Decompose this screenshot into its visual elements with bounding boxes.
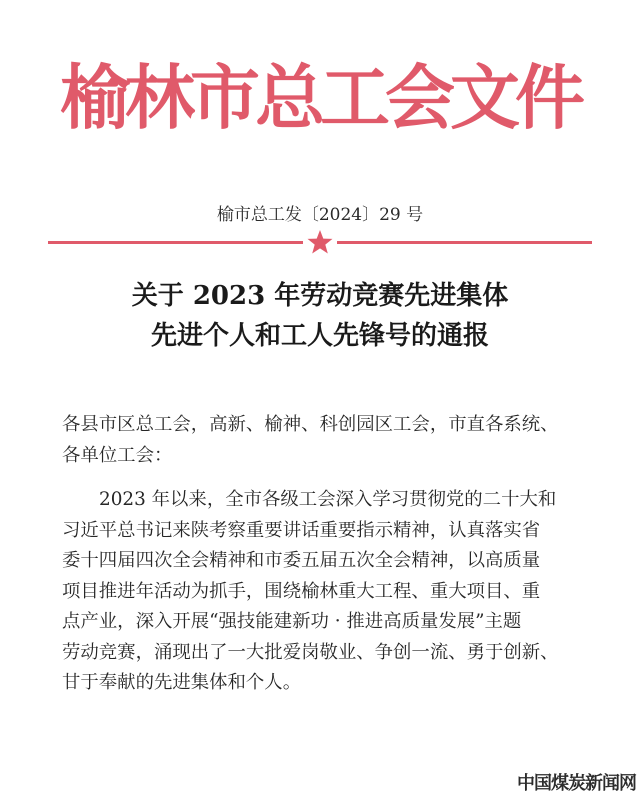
body-line: 各单位工会： bbox=[62, 444, 173, 466]
notice-title-line-2: 先进个人和工人先锋号的通报 bbox=[150, 321, 489, 351]
body-line: 委十四届四次全会精神和市委五届五次全会精神，以高质量 bbox=[62, 550, 541, 571]
body-line: 甘于奉献的先进集体和个人。 bbox=[62, 672, 302, 693]
body-line: 2023 年以来，全市各级工会深入学习贯彻党的二十大和 bbox=[99, 489, 557, 510]
notice-title-line-1: 关于 2023 年劳动竞赛先进集体 bbox=[131, 281, 509, 311]
red-divider-right bbox=[337, 241, 592, 244]
body-line: 项目推进年活动为抓手，围绕榆林重大工程、重大项目、重 bbox=[62, 580, 541, 602]
document-number: 榆市总工发〔2024〕29 号 bbox=[216, 205, 424, 225]
body-line: 习近平总书记来陕考察重要讲话重要指示精神，认真落实省 bbox=[62, 519, 541, 541]
star-icon bbox=[306, 229, 334, 255]
body-line: 点产业，深入开展“强技能建新功 · 推进高质量发展”主题 bbox=[62, 611, 522, 632]
body-line: 各县市区总工会，高新、榆神、科创园区工会，市直各系统、 bbox=[62, 414, 559, 435]
red-divider-left bbox=[48, 241, 303, 244]
source-watermark: 中国煤炭新闻网 bbox=[517, 773, 636, 794]
masthead-title: 榆林市总工会文件 bbox=[60, 57, 580, 139]
body-line: 劳动竞赛，涌现出了一大批爱岗敬业、争创一流、勇于创新、 bbox=[62, 641, 559, 663]
